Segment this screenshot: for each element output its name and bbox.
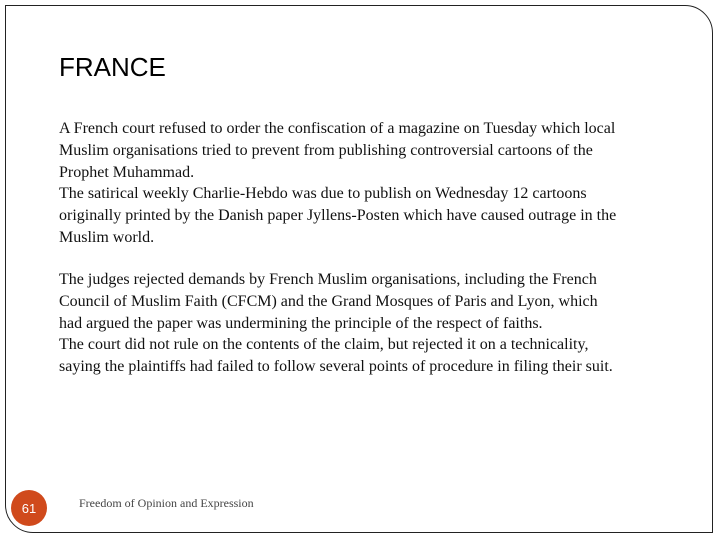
paragraph-2: [59, 269, 613, 378]
text-line: saying the plaintiffs had failed to follow several points of procedure in filing their suit.: [59, 358, 613, 376]
text-line: Muslim world.: [59, 228, 155, 246]
text-line: A French court refused to order the confiscation of a magazine on Tuesday which local: [59, 120, 616, 137]
slide-title: FRANCE: [59, 52, 166, 82]
text-line: had argued the paper was undermining the principle of the respect of faiths.: [59, 314, 543, 332]
footer-text: Freedom of Opinion and Expression: [79, 496, 254, 510]
text-line: The satirical weekly Charlie-Hebdo was due to publish on Wednesday 12 cartoons: [59, 185, 587, 203]
text-line: Prophet Muhammad.: [59, 163, 195, 181]
text-line: The judges rejected demands by French Muslim organisations, including the French: [59, 271, 597, 288]
text-line: The court did not rule on the contents of the claim, but rejected it on a technicality,: [59, 336, 589, 354]
text-line: Council of Muslim Faith (CFCM) and the Grand Mosques of Paris and Lyon, which: [59, 292, 598, 310]
paragraph-1: [59, 118, 616, 249]
text-line: originally printed by the Danish paper Jyllens-Posten which have caused outrage in the: [59, 207, 617, 225]
text-line: Muslim organisations tried to prevent from publishing controversial cartoons of the: [59, 141, 593, 159]
page-number-badge: 61: [11, 490, 47, 526]
